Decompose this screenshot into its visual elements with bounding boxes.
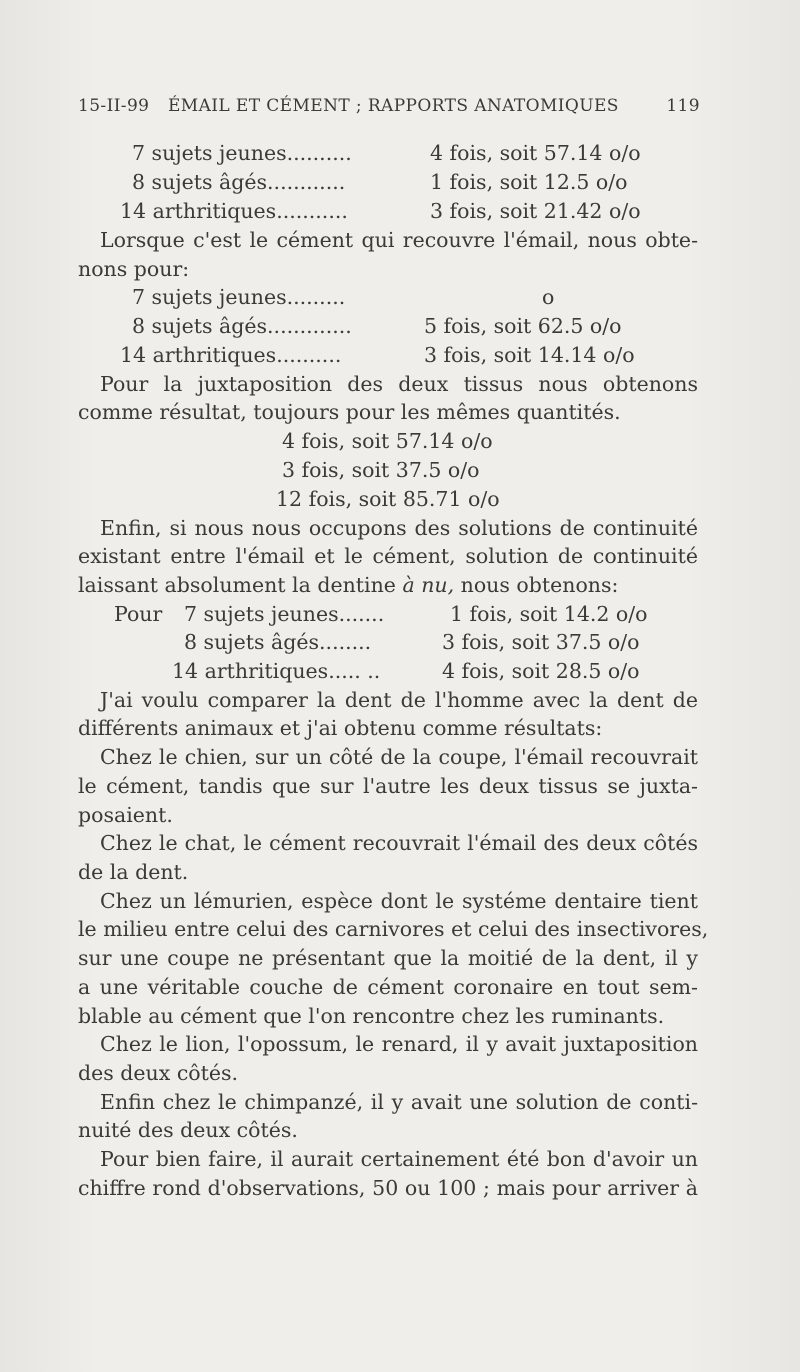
text-line: sur une coupe ne présentant que la moitié de la dent, il y bbox=[78, 946, 698, 970]
stat-result: 3 fois, soit 21.42 o/o bbox=[430, 199, 641, 223]
stat-label: 8 sujets âgés............ bbox=[132, 170, 346, 194]
stat-result: 3 fois, soit 37.5 o/o bbox=[282, 458, 480, 482]
stat-label: 8 sujets âgés........ bbox=[184, 630, 372, 654]
stat-label: 7 sujets jeunes.......... bbox=[132, 141, 352, 165]
text-line: des deux côtés. bbox=[78, 1061, 239, 1085]
stat-label: 8 sujets âgés............. bbox=[132, 314, 352, 338]
stat-label: 7 sujets jeunes......... bbox=[132, 285, 346, 309]
text-line: Pour la juxtaposition des deux tissus nous obtenons bbox=[100, 372, 698, 396]
stat-label: 14 arthritiques.......... bbox=[120, 343, 342, 367]
text-line: Lorsque c'est le cément qui recouvre l'émail, nous obte- bbox=[100, 228, 698, 252]
stat-prefix: Pour bbox=[114, 602, 163, 626]
stat-label: 14 arthritiques........... bbox=[120, 199, 348, 223]
text-line: Enfin chez le chimpanzé, il y avait une solution de conti- bbox=[100, 1090, 698, 1114]
stat-result: 3 fois, soit 37.5 o/o bbox=[442, 630, 640, 654]
text-line: Chez un lémurien, espèce dont le systéme dentaire tient bbox=[100, 889, 698, 913]
text-line: nons pour: bbox=[78, 257, 190, 281]
text-line: Enfin, si nous nous occupons des solutions de continuité bbox=[100, 516, 698, 540]
text-line: de la dent. bbox=[78, 860, 189, 884]
text-line: comme résultat, toujours pour les mêmes quantités. bbox=[78, 400, 621, 424]
text-line: chiffre rond d'observations, 50 ou 100 ; mais pour arriver à bbox=[78, 1176, 698, 1200]
text-line: Pour bien faire, il aurait certainement été bon d'avoir un bbox=[100, 1147, 698, 1171]
text-line: nuité des deux côtés. bbox=[78, 1118, 298, 1142]
stat-result: 12 fois, soit 85.71 o/o bbox=[276, 487, 500, 511]
text-line bbox=[78, 571, 618, 599]
header-date: 15-II-99 bbox=[78, 96, 150, 116]
page-number: 119 bbox=[666, 96, 700, 116]
text-line: Chez le lion, l'opossum, le renard, il y avait juxtaposition bbox=[100, 1032, 698, 1056]
text-line: existant entre l'émail et le cément, solution de continuité bbox=[78, 544, 698, 568]
stat-label: 14 arthritiques..... .. bbox=[172, 659, 381, 683]
text-line: a une véritable couche de cément coronaire en tout sem- bbox=[78, 975, 698, 999]
text-span: laissant absolument la dentine bbox=[78, 573, 403, 597]
text-line: le milieu entre celui des carnivores et celui des insectivores, bbox=[78, 917, 709, 941]
text-line: Chez le chat, le cément recouvrait l'émail des deux côtés bbox=[100, 831, 698, 855]
stat-result: o bbox=[542, 285, 555, 309]
text-line: Chez le chien, sur un côté de la coupe, l'émail recouvrait bbox=[100, 745, 698, 769]
text-line: le cément, tandis que sur l'autre les deux tissus se juxta- bbox=[78, 774, 698, 798]
stat-result: 1 fois, soit 12.5 o/o bbox=[430, 170, 628, 194]
text-line: blable au cément que l'on rencontre chez les ruminants. bbox=[78, 1004, 665, 1028]
stat-result: 4 fois, soit 57.14 o/o bbox=[430, 141, 641, 165]
text-line: J'ai voulu comparer la dent de l'homme avec la dent de bbox=[100, 688, 698, 712]
italic-phrase: à nu, bbox=[402, 573, 455, 597]
stat-label: 7 sujets jeunes....... bbox=[184, 602, 385, 626]
header-title: ÉMAIL ET CÉMENT ; RAPPORTS ANATOMIQUES bbox=[168, 96, 619, 116]
stat-result: 4 fois, soit 57.14 o/o bbox=[282, 429, 493, 453]
stat-result: 1 fois, soit 14.2 o/o bbox=[450, 602, 648, 626]
text-span: nous obtenons: bbox=[454, 573, 619, 597]
stat-result: 4 fois, soit 28.5 o/o bbox=[442, 659, 640, 683]
stat-result: 3 fois, soit 14.14 o/o bbox=[424, 343, 635, 367]
text-line: différents animaux et j'ai obtenu comme résultats: bbox=[78, 716, 603, 740]
stat-result: 5 fois, soit 62.5 o/o bbox=[424, 314, 622, 338]
text-line: posaient. bbox=[78, 803, 173, 827]
